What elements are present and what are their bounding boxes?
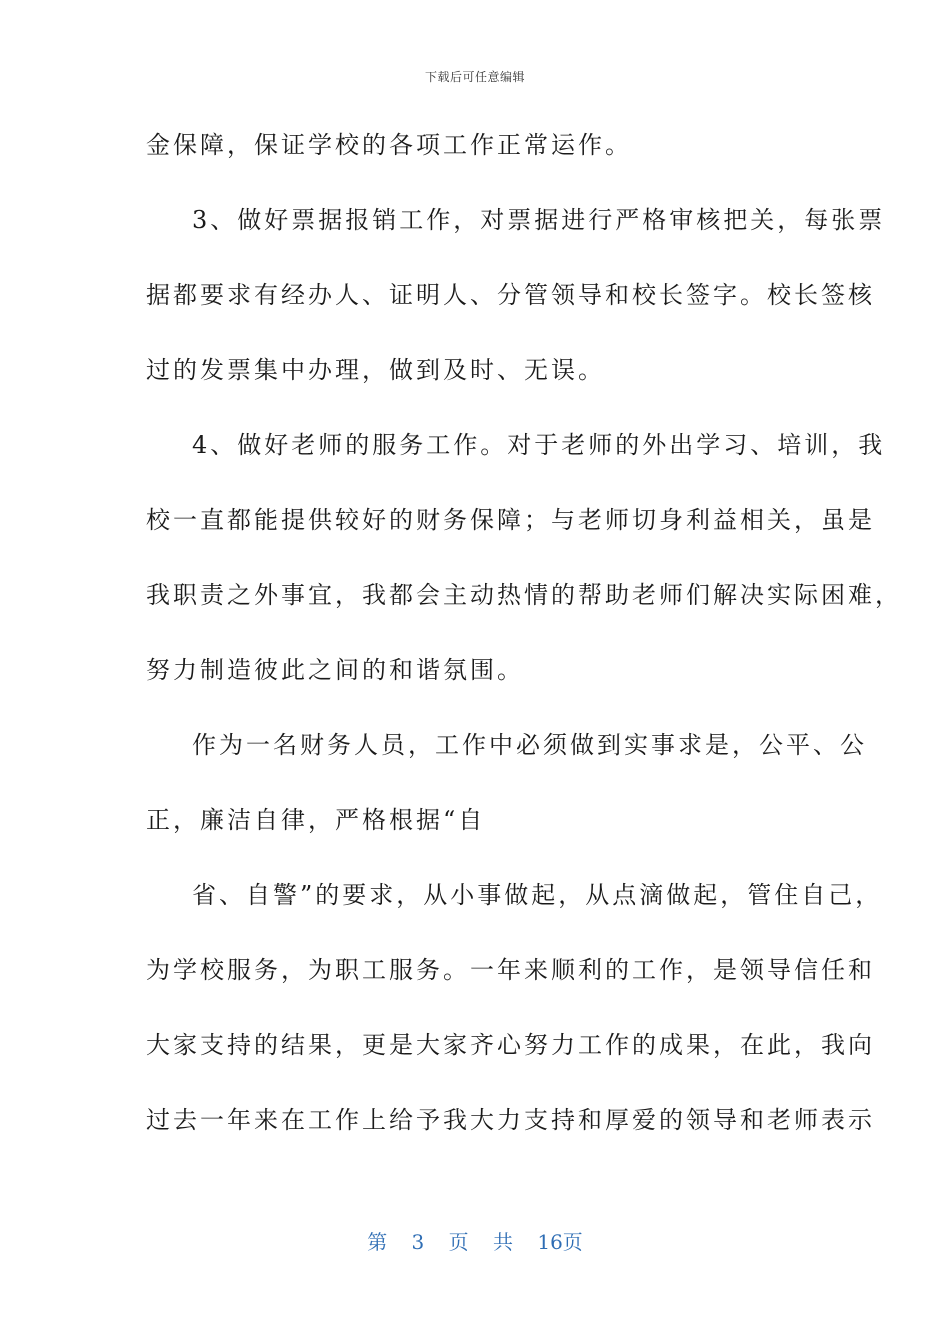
footer-gong: 共: [493, 1230, 513, 1254]
text-line: 大家支持的结果，更是大家齐心努力工作的成果，在此，我向: [146, 1031, 875, 1059]
text-line: 努力制造彼此之间的和谐氛围。: [146, 656, 524, 684]
text-line: 校一直都能提供较好的财务保障；与老师切身利益相关，虽是: [146, 506, 875, 534]
text-line: 作为一名财务人员，工作中必须做到实事求是，公平、公: [192, 731, 867, 759]
text-line: 正，廉洁自律，严格根据“自: [146, 806, 486, 834]
text-line: 过去一年来在工作上给予我大力支持和厚爱的领导和老师表示: [146, 1106, 875, 1134]
text-line: 据都要求有经办人、证明人、分管领导和校长签字。校长签核: [146, 281, 875, 309]
text-line: 我职责之外事宜，我都会主动热情的帮助老师们解决实际困难，: [146, 581, 902, 609]
current-page-number: 3: [411, 1230, 425, 1254]
text-line: 省、自警”的要求，从小事做起，从点滴做起，管住自己，: [192, 881, 883, 909]
text-line: 金保障，保证学校的各项工作正常运作。: [146, 131, 632, 159]
download-note: 下载后可任意编辑: [424, 70, 525, 84]
text-line: 3、做好票据报销工作，对票据进行严格审核把关，每张票: [192, 206, 886, 234]
total-pages: 16页: [537, 1230, 583, 1254]
footer-ye: 页: [448, 1230, 469, 1254]
text-line: 4、做好老师的服务工作。对于老师的外出学习、培训，我: [192, 431, 886, 459]
footer-di: 第: [367, 1230, 388, 1254]
page-number-footer: [0, 1226, 950, 1255]
text-line: 过的发票集中办理，做到及时、无误。: [146, 356, 605, 384]
text-line: 为学校服务，为职工服务。一年来顺利的工作，是领导信任和: [146, 956, 875, 984]
